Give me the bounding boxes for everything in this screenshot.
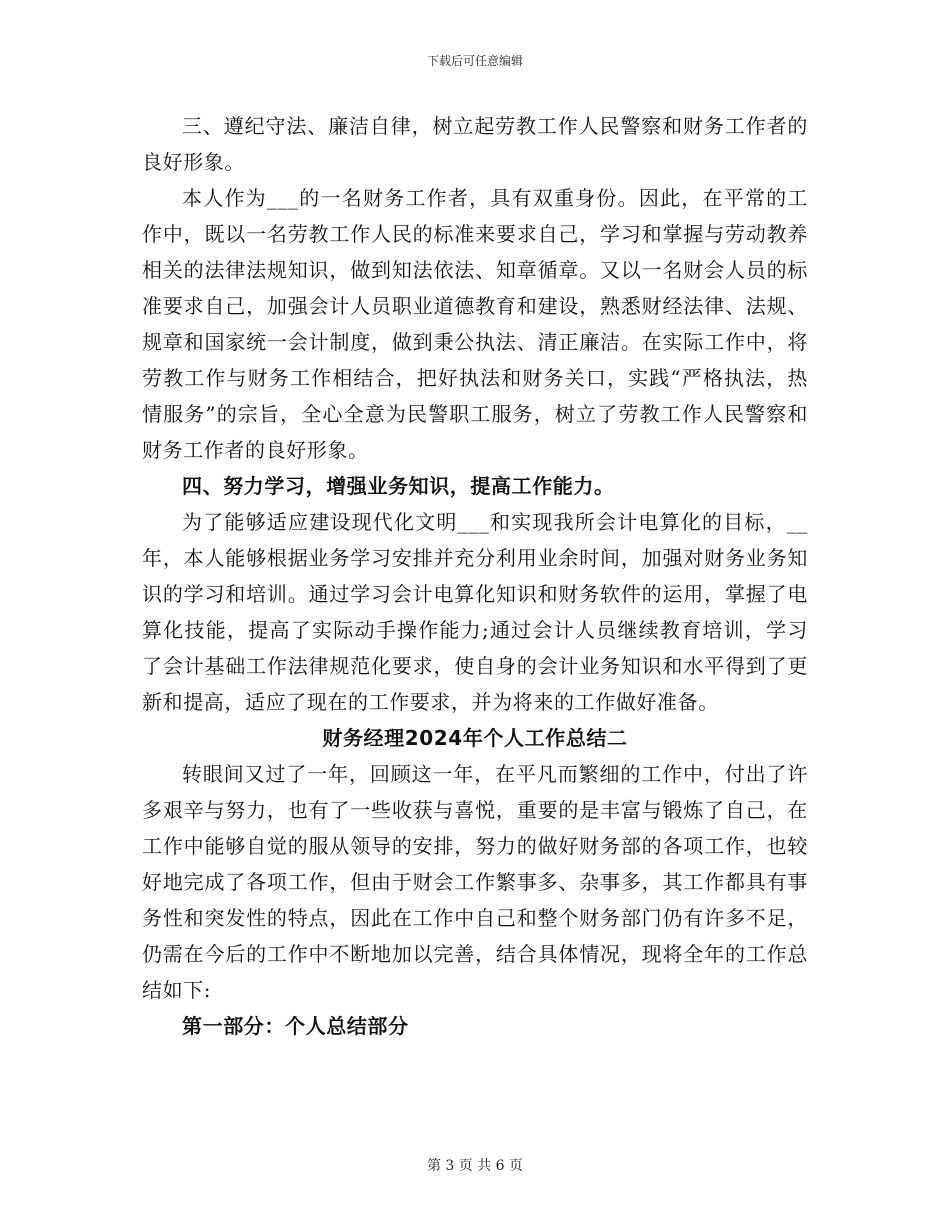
- document-body: [142, 108, 808, 1044]
- paragraph-dual-identity: 本人作为___的一名财务工作者，具有双重身份。因此，在平常的工作中，既以一名劳教工作人民的标准来要求自己，学习和掌握与劳动教养相关的法律法规知识，做到知法依法、知章循章。又以一名财会人员的标准要求自己，加强会计人员职业道德教育和建设，熟悉财经法律、法规、规章和国家统一会计制度，做到秉公执法、清正廉洁。在实际工作中，将劳教工作与财务工作相结合，把好执法和财务关口，实践“严格执法，热情服务”的宗旨，全心全意为民警职工服务，树立了劳教工作人民警察和财务工作者的良好形象。: [142, 186, 808, 462]
- paragraph-review: 转眼间又过了一年，回顾这一年，在平凡而繁细的工作中，付出了许多艰辛与努力，也有了一些收获与喜悦，重要的是丰富与锻炼了自己，在工作中能够自觉的服从领导的安排，努力的做好财务部的各项工作，也较好地完成了各项工作，但由于财会工作繁事多、杂事多，其工作都具有事务性和突发性的特点，因此在工作中自己和整个财务部门仍有许多不足，仍需在今后的工作中不断地加以完善，结合具体情况，现将全年的工作总结如下:: [142, 762, 808, 1002]
- page-footer: 第 3 页 共 6 页: [426, 1158, 524, 1174]
- header-note: 下载后可任意编辑: [426, 54, 523, 68]
- heading-study: 四、努力学习，增强业务知识，提高工作能力。: [182, 474, 615, 498]
- heading-part-one: 第一部分：个人总结部分: [182, 1014, 409, 1038]
- paragraph-study: 为了能够适应建设现代化文明___和实现我所会计电算化的目标，__年，本人能够根据业务学习安排并充分利用业余时间，加强对财务业务知识的学习和培训。通过学习会计电算化知识和财务软件的运用，掌握了电算化技能，提高了实际动手操作能力;通过会计人员继续教育培训，学习了会计基础工作法律规范化要求，使自身的会计业务知识和水平得到了更新和提高，适应了现在的工作要求，并为将来的工作做好准备。: [142, 510, 808, 714]
- paragraph-discipline: 三、遵纪守法、廉洁自律，树立起劳教工作人民警察和财务工作者的良好形象。: [142, 114, 808, 174]
- section-title: 财务经理2024年个人工作总结二: [322, 726, 628, 750]
